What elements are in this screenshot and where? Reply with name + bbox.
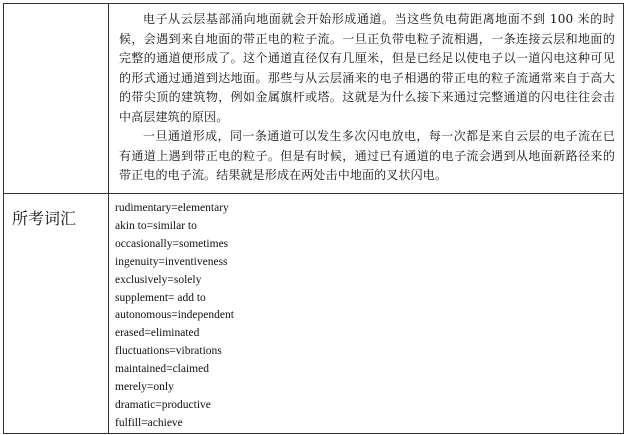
vocab-list: [109, 194, 623, 433]
vocab-label-cell: [4, 194, 109, 434]
vocab-item: merely=only: [115, 381, 174, 394]
vocab-item: rudimentary=elementary: [115, 202, 229, 214]
vocab-table: [3, 3, 624, 434]
vocab-item: fluctuations=vibrations: [115, 345, 222, 358]
translation-paragraph: 电子从云层基部涌向地面就会开始形成通道。当这些负电荷距离地面不到 100 米的时候，会遇到来自地面的带正电的粒子流。一旦正负带电粒子流相遇，一条连接云层和地面的完整的通道便形成了。这个通道直径仅有几厘米，但是已经足以使电子以一道闪电这种可见的形式通过通道到达地面。那些与从云层涌来的电子相遇的带正电的粒子流通常来自于高大的带尖顶的建筑物，例如金属旗杆或塔。这就是为什么接下来通过完整通道的闪电往往会击中高层建筑的原因。: [119, 12, 615, 124]
vocab-list-cell: [109, 194, 624, 434]
vocab-item: ingenuity=inventiveness: [115, 255, 228, 268]
vocab-item: dramatic=productive: [115, 398, 211, 411]
vocab-item: erased=eliminated: [115, 327, 200, 340]
vocab-item: fulfill=achieve: [115, 416, 183, 429]
translation-text: [109, 4, 623, 193]
vocab-item: akin to=similar to: [115, 219, 197, 232]
translation-paragraph: 一旦通道形成，同一条通道可以发生多次闪电放电，每一次都是来自云层的电子流在已有通道上遇到带正电的粒子。但是有时候，通过已有通道的电子流会遇到从地面新路径来的带正电的电子流。结果就是形成在两处击中地面的叉状闪电。: [119, 129, 615, 182]
vocab-label: 所考词汇: [12, 209, 77, 228]
vocab-item: exclusively=solely: [115, 273, 202, 286]
vocab-item: maintained=claimed: [115, 363, 209, 376]
vocab-item: autonomous=independent: [115, 309, 234, 322]
vocab-item: occasionally=sometimes: [115, 237, 229, 250]
vocab-row: [4, 194, 624, 434]
vocab-item: supplement= add to: [115, 291, 206, 304]
translation-cell: [109, 4, 624, 194]
translation-row: [4, 4, 624, 194]
translation-label-cell: [4, 4, 109, 194]
